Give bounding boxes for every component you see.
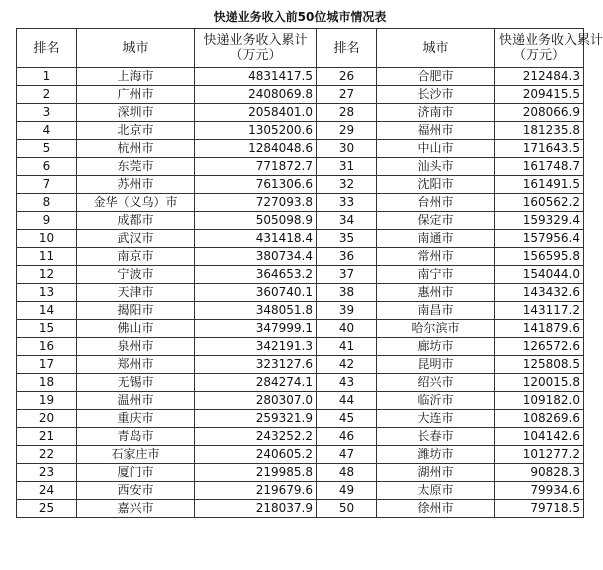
revenue-cell-right: 79934.6 [495, 482, 584, 500]
revenue-header [195, 29, 317, 68]
rank-cell: 10 [17, 230, 77, 248]
revenue-cell-right: 212484.3 [495, 68, 584, 86]
rank-cell: 6 [17, 158, 77, 176]
table-row [17, 68, 584, 86]
rank-cell-right: 33 [317, 194, 377, 212]
table-row [17, 356, 584, 374]
city-cell-right: 汕头市 [377, 158, 495, 176]
table-row [17, 320, 584, 338]
revenue-cell: 323127.6 [195, 356, 317, 374]
revenue-cell-right: 159329.4 [495, 212, 584, 230]
revenue-cell-right: 141879.6 [495, 320, 584, 338]
revenue-cell-right: 181235.8 [495, 122, 584, 140]
city-cell-right: 绍兴市 [377, 374, 495, 392]
rank-cell-right: 39 [317, 302, 377, 320]
revenue-cell: 219985.8 [195, 464, 317, 482]
table-row [17, 464, 584, 482]
table-row [17, 302, 584, 320]
city-cell: 南京市 [77, 248, 195, 266]
table-row [17, 140, 584, 158]
rank-cell: 18 [17, 374, 77, 392]
revenue-cell: 284274.1 [195, 374, 317, 392]
rank-cell-right: 43 [317, 374, 377, 392]
table-row [17, 410, 584, 428]
rank-cell-right: 38 [317, 284, 377, 302]
revenue-cell: 347999.1 [195, 320, 317, 338]
rank-cell: 15 [17, 320, 77, 338]
city-cell: 广州市 [77, 86, 195, 104]
table-row [17, 338, 584, 356]
rank-cell: 13 [17, 284, 77, 302]
rank-cell-right: 45 [317, 410, 377, 428]
rank-cell-right: 49 [317, 482, 377, 500]
revenue-cell-right: 90828.3 [495, 464, 584, 482]
rank-header-right: 排名 [317, 29, 377, 68]
city-cell: 石家庄市 [77, 446, 195, 464]
city-cell-right: 长沙市 [377, 86, 495, 104]
revenue-cell: 219679.6 [195, 482, 317, 500]
city-cell-right: 湖州市 [377, 464, 495, 482]
city-header-right: 城市 [377, 29, 495, 68]
table-row [17, 284, 584, 302]
table-row [17, 194, 584, 212]
revenue-cell: 761306.6 [195, 176, 317, 194]
table-row [17, 86, 584, 104]
rank-cell: 20 [17, 410, 77, 428]
city-cell: 西安市 [77, 482, 195, 500]
rank-cell-right: 34 [317, 212, 377, 230]
city-header: 城市 [77, 29, 195, 68]
table-title: 快递业务收入前50位城市情况表 [213, 10, 387, 24]
revenue-header-line1: 快递业务收入累计 [203, 33, 308, 48]
revenue-cell-right: 120015.8 [495, 374, 584, 392]
city-cell: 成都市 [77, 212, 195, 230]
rank-cell: 16 [17, 338, 77, 356]
rank-cell-right: 35 [317, 230, 377, 248]
table-row [17, 392, 584, 410]
rank-cell-right: 40 [317, 320, 377, 338]
city-cell-right: 廊坊市 [377, 338, 495, 356]
city-cell: 宁波市 [77, 266, 195, 284]
rank-cell-right: 47 [317, 446, 377, 464]
city-cell: 嘉兴市 [77, 500, 195, 518]
table-row [17, 446, 584, 464]
city-cell: 杭州市 [77, 140, 195, 158]
city-cell: 天津市 [77, 284, 195, 302]
revenue-header-right [495, 29, 603, 68]
table-row [17, 122, 584, 140]
revenue-cell: 1305200.6 [195, 122, 317, 140]
table-row [17, 428, 584, 446]
revenue-cell: 431418.4 [195, 230, 317, 248]
revenue-cell: 280307.0 [195, 392, 317, 410]
revenue-cell-right: 79718.5 [495, 500, 584, 518]
revenue-header-line2: （万元） [229, 48, 282, 63]
city-cell-right: 哈尔滨市 [377, 320, 495, 338]
table-row [17, 248, 584, 266]
rank-cell: 14 [17, 302, 77, 320]
rank-cell-right: 37 [317, 266, 377, 284]
rank-cell-right: 50 [317, 500, 377, 518]
revenue-cell-right: 143432.6 [495, 284, 584, 302]
revenue-cell: 1284048.6 [195, 140, 317, 158]
city-cell: 苏州市 [77, 176, 195, 194]
rank-cell: 17 [17, 356, 77, 374]
rank-cell-right: 30 [317, 140, 377, 158]
city-cell-right: 济南市 [377, 104, 495, 122]
table-row [17, 266, 584, 284]
rank-cell: 22 [17, 446, 77, 464]
city-cell-right: 合肥市 [377, 68, 495, 86]
revenue-cell-right: 109182.0 [495, 392, 584, 410]
rank-cell: 2 [17, 86, 77, 104]
revenue-cell-right: 154044.0 [495, 266, 584, 284]
city-cell: 金华（义乌）市 [77, 194, 195, 212]
city-cell: 无锡市 [77, 374, 195, 392]
rank-header: 排名 [17, 29, 77, 68]
rank-cell: 12 [17, 266, 77, 284]
rank-cell: 25 [17, 500, 77, 518]
rank-cell: 3 [17, 104, 77, 122]
city-cell-right: 临沂市 [377, 392, 495, 410]
city-cell: 温州市 [77, 392, 195, 410]
rank-cell: 1 [17, 68, 77, 86]
city-cell-right: 沈阳市 [377, 176, 495, 194]
revenue-cell-right: 209415.5 [495, 86, 584, 104]
city-cell-right: 中山市 [377, 140, 495, 158]
header-row [17, 29, 584, 68]
rank-cell: 11 [17, 248, 77, 266]
rank-cell-right: 48 [317, 464, 377, 482]
revenue-cell-right: 126572.6 [495, 338, 584, 356]
rank-cell-right: 32 [317, 176, 377, 194]
city-cell-right: 徐州市 [377, 500, 495, 518]
rank-cell: 23 [17, 464, 77, 482]
rank-cell: 9 [17, 212, 77, 230]
rank-cell-right: 44 [317, 392, 377, 410]
revenue-cell: 348051.8 [195, 302, 317, 320]
city-cell-right: 保定市 [377, 212, 495, 230]
city-cell: 重庆市 [77, 410, 195, 428]
city-cell: 青岛市 [77, 428, 195, 446]
city-cell-right: 太原市 [377, 482, 495, 500]
rank-cell-right: 28 [317, 104, 377, 122]
revenue-cell: 771872.7 [195, 158, 317, 176]
revenue-cell: 342191.3 [195, 338, 317, 356]
revenue-cell-right: 160562.2 [495, 194, 584, 212]
city-cell: 揭阳市 [77, 302, 195, 320]
city-cell-right: 南昌市 [377, 302, 495, 320]
table-row [17, 158, 584, 176]
revenue-cell-right: 101277.2 [495, 446, 584, 464]
revenue-cell: 2408069.8 [195, 86, 317, 104]
table-row [17, 104, 584, 122]
city-cell: 东莞市 [77, 158, 195, 176]
rank-cell-right: 46 [317, 428, 377, 446]
city-cell-right: 福州市 [377, 122, 495, 140]
revenue-cell: 4831417.5 [195, 68, 317, 86]
city-cell-right: 常州市 [377, 248, 495, 266]
rank-cell-right: 26 [317, 68, 377, 86]
revenue-cell-right: 143117.2 [495, 302, 584, 320]
revenue-cell-right: 156595.8 [495, 248, 584, 266]
rank-cell: 21 [17, 428, 77, 446]
rank-cell: 24 [17, 482, 77, 500]
revenue-cell: 218037.9 [195, 500, 317, 518]
city-cell: 上海市 [77, 68, 195, 86]
revenue-cell: 243252.2 [195, 428, 317, 446]
revenue-cell-right: 171643.5 [495, 140, 584, 158]
revenue-cell: 380734.4 [195, 248, 317, 266]
rank-cell-right: 42 [317, 356, 377, 374]
city-cell-right: 台州市 [377, 194, 495, 212]
revenue-cell: 240605.2 [195, 446, 317, 464]
rank-cell-right: 31 [317, 158, 377, 176]
city-cell-right: 长春市 [377, 428, 495, 446]
revenue-cell: 364653.2 [195, 266, 317, 284]
ranking-table [16, 28, 603, 518]
revenue-cell: 727093.8 [195, 194, 317, 212]
table-row [17, 500, 584, 518]
city-cell-right: 南宁市 [377, 266, 495, 284]
rank-cell-right: 27 [317, 86, 377, 104]
rank-cell-right: 36 [317, 248, 377, 266]
city-cell: 泉州市 [77, 338, 195, 356]
rank-cell: 5 [17, 140, 77, 158]
revenue-cell-right: 125808.5 [495, 356, 584, 374]
revenue-cell: 505098.9 [195, 212, 317, 230]
city-cell-right: 惠州市 [377, 284, 495, 302]
table-row [17, 230, 584, 248]
city-cell-right: 大连市 [377, 410, 495, 428]
city-cell: 佛山市 [77, 320, 195, 338]
city-cell: 北京市 [77, 122, 195, 140]
revenue-header-right-line1: 快递业务收入累计 [499, 33, 603, 48]
revenue-cell-right: 108269.6 [495, 410, 584, 428]
rank-cell: 19 [17, 392, 77, 410]
rank-cell-right: 41 [317, 338, 377, 356]
revenue-cell-right: 161748.7 [495, 158, 584, 176]
revenue-cell: 360740.1 [195, 284, 317, 302]
table-row [17, 212, 584, 230]
city-cell: 深圳市 [77, 104, 195, 122]
rank-cell: 8 [17, 194, 77, 212]
city-cell: 郑州市 [77, 356, 195, 374]
revenue-cell: 2058401.0 [195, 104, 317, 122]
revenue-cell-right: 208066.9 [495, 104, 584, 122]
rank-cell: 4 [17, 122, 77, 140]
table-row [17, 176, 584, 194]
revenue-cell-right: 104142.6 [495, 428, 584, 446]
city-cell-right: 南通市 [377, 230, 495, 248]
city-cell: 武汉市 [77, 230, 195, 248]
table-row [17, 482, 584, 500]
revenue-header-right-line2: （万元） [512, 48, 565, 63]
city-cell-right: 潍坊市 [377, 446, 495, 464]
rank-cell-right: 29 [317, 122, 377, 140]
city-cell: 厦门市 [77, 464, 195, 482]
revenue-cell-right: 161491.5 [495, 176, 584, 194]
city-cell-right: 昆明市 [377, 356, 495, 374]
table-row [17, 374, 584, 392]
rank-cell: 7 [17, 176, 77, 194]
revenue-cell-right: 157956.4 [495, 230, 584, 248]
revenue-cell: 259321.9 [195, 410, 317, 428]
